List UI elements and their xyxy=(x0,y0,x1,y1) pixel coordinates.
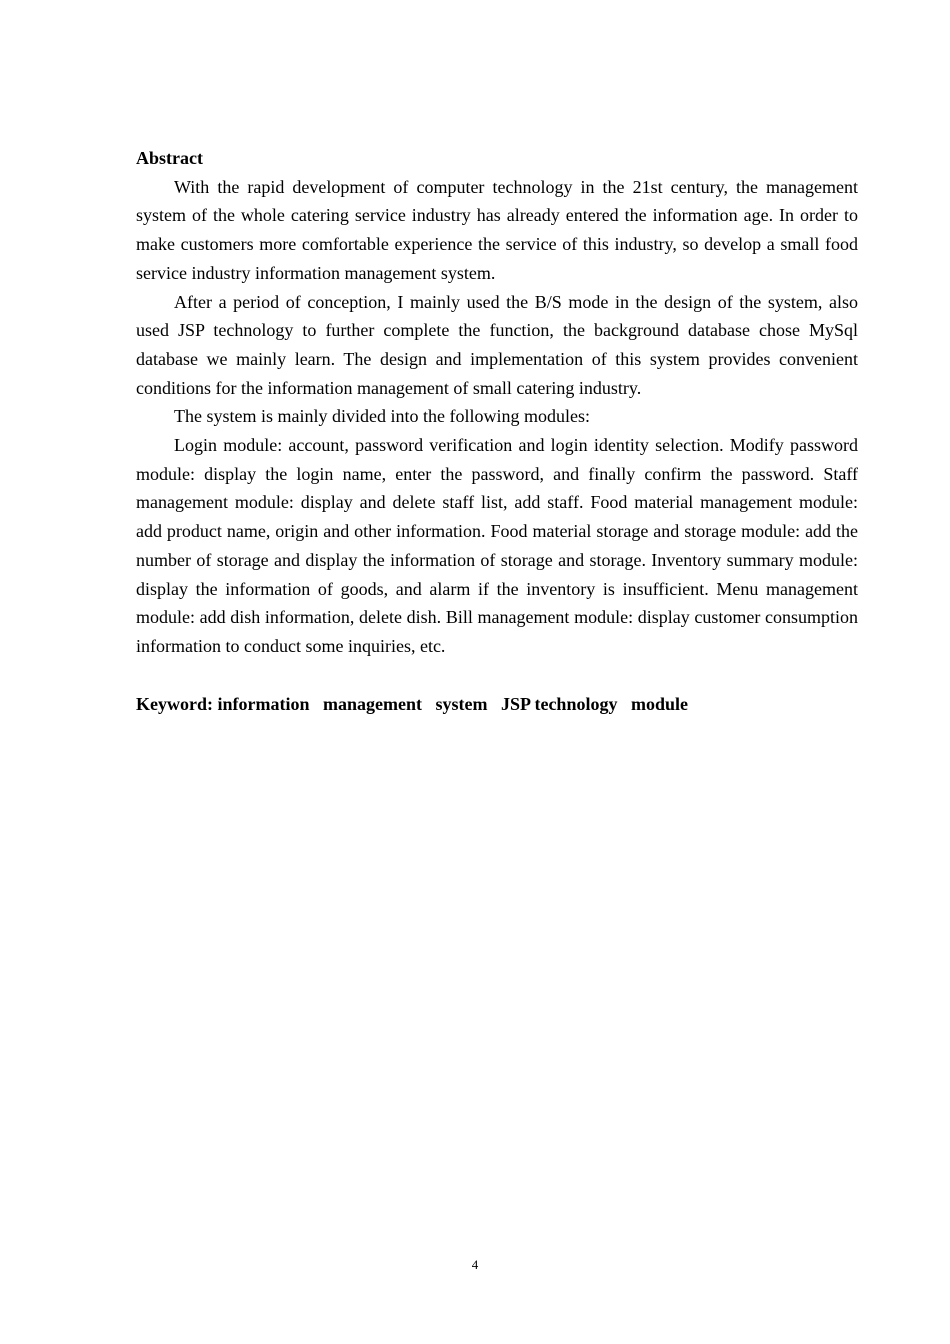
abstract-section xyxy=(136,144,858,718)
abstract-paragraph-4: Login module: account, password verification and login identity selection. Modify password module: display the login name, enter the password, and finally confirm the password. Staff management module: display and delete staff list, add staff. Food material management module: add product name, origin and other information. Food material storage and storage module: add the number of storage and display the information of storage and storage. Inventory summary module: display the information of goods, and alarm if the inventory is insufficient. Menu management module: add dish information, delete dish. Bill management module: display customer consumption information to conduct some inquiries, etc. xyxy=(136,435,858,656)
abstract-paragraph-1: With the rapid development of computer technology in the 21st century, the management system of the whole catering service industry has already entered the information age. In order to make customers more comfortable experience the service of this industry, so develop a small food service industry information management system. xyxy=(136,176,858,283)
abstract-paragraph-2: After a period of conception, I mainly used the B/S mode in the design of the system, also used JSP technology to further complete the function, the background database chose MySql database we mainly learn. The design and implementation of this system provides convenient conditions for the information management of small catering industry. xyxy=(136,291,858,398)
abstract-heading: Abstract xyxy=(136,148,203,168)
page-number: 4 xyxy=(471,1257,479,1272)
abstract-paragraph-3: The system is mainly divided into the following modules: xyxy=(174,406,590,427)
keywords-line: Keyword: information management system JSP technology module xyxy=(136,693,688,714)
